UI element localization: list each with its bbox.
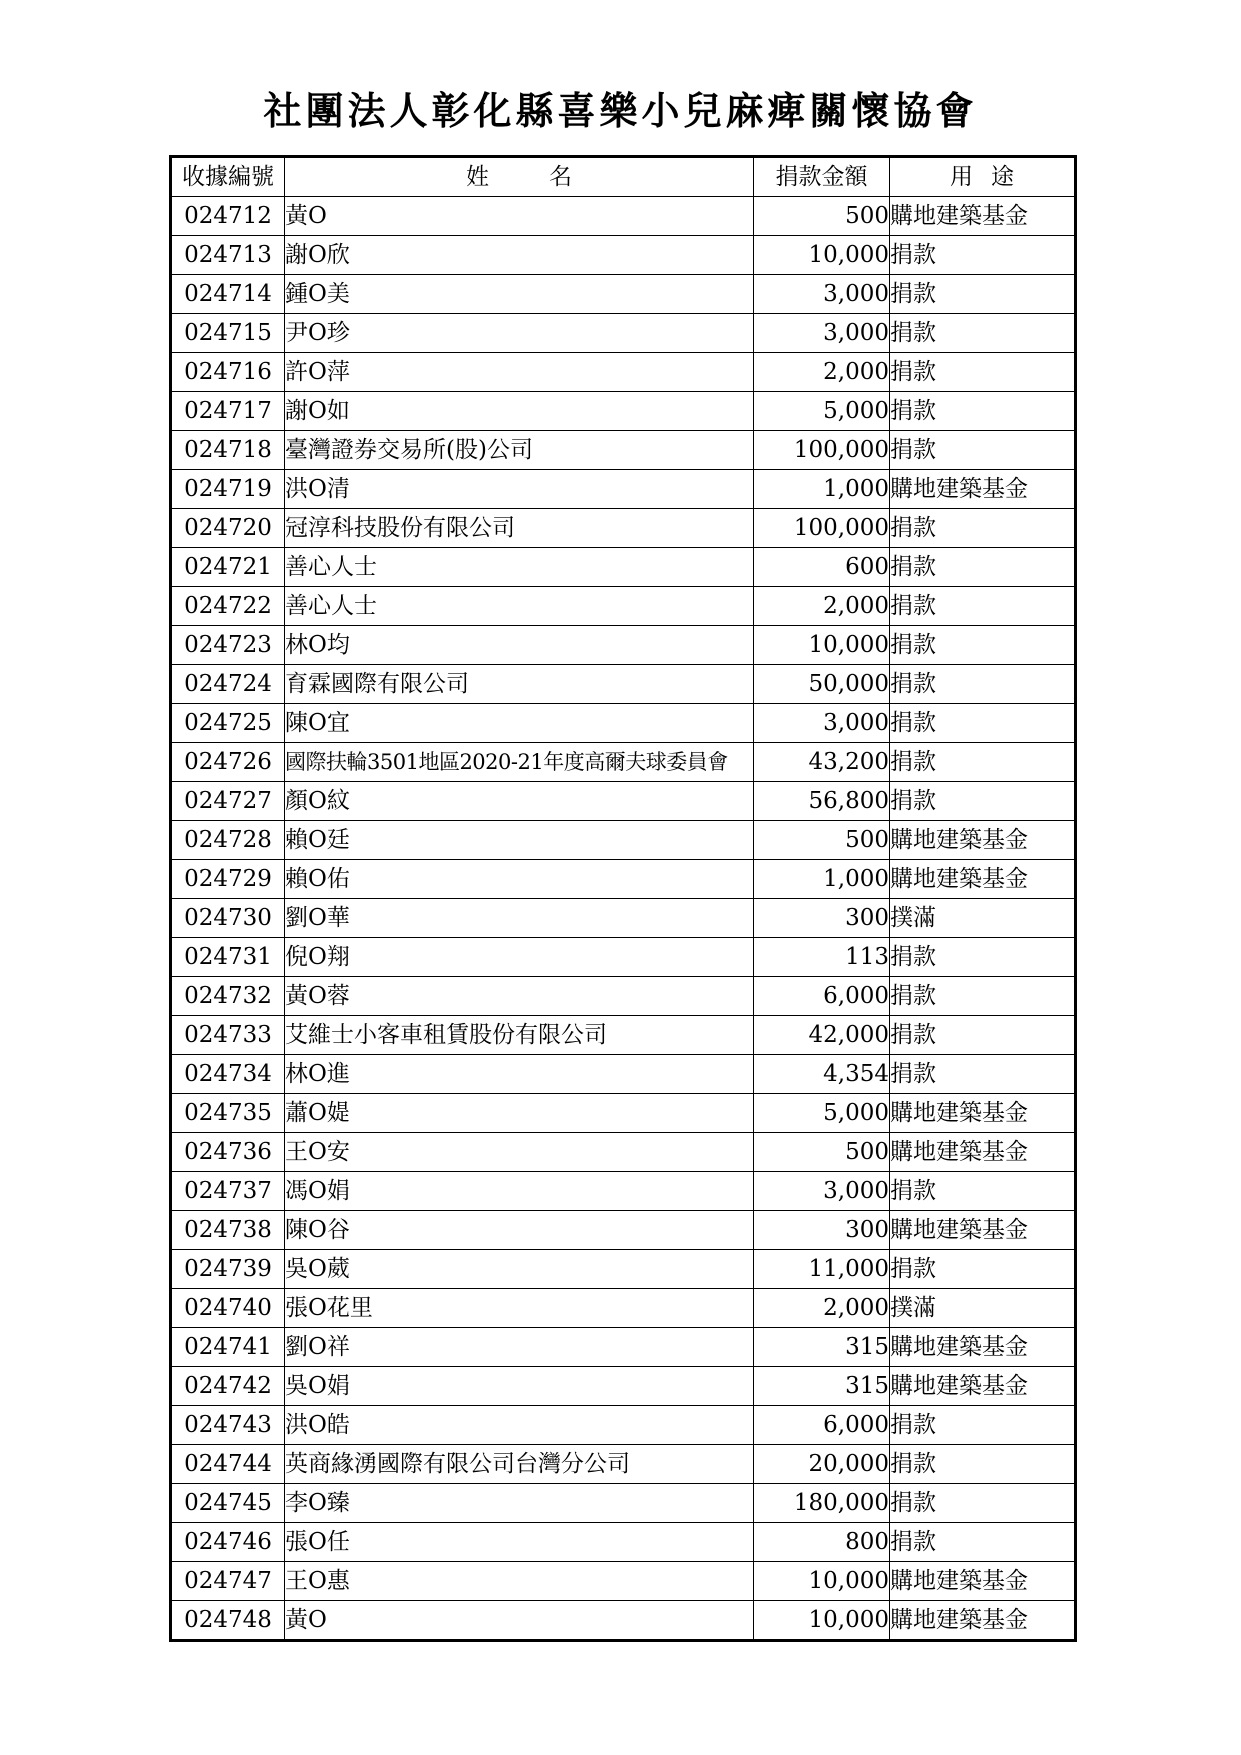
table-row (171, 1406, 1076, 1445)
donor-name-cell: 洪O皓 (285, 1406, 754, 1445)
donor-name-cell: 蕭O媞 (285, 1094, 754, 1133)
table-row (171, 1562, 1076, 1601)
table-row (171, 1328, 1076, 1367)
purpose-cell: 捐款 (890, 1406, 1076, 1445)
receipt-no-cell: 024715 (171, 314, 285, 353)
header-row (171, 157, 1076, 197)
table-row (171, 1133, 1076, 1172)
amount-cell: 43,200 (754, 743, 890, 782)
purpose-cell: 購地建築基金 (890, 860, 1076, 899)
table-row (171, 1289, 1076, 1328)
donor-name-cell: 善心人士 (285, 548, 754, 587)
receipt-no-cell: 024720 (171, 509, 285, 548)
table-row (171, 548, 1076, 587)
amount-cell: 1,000 (754, 860, 890, 899)
donor-name-cell: 鍾O美 (285, 275, 754, 314)
amount-cell: 50,000 (754, 665, 890, 704)
purpose-cell: 購地建築基金 (890, 821, 1076, 860)
amount-cell: 315 (754, 1328, 890, 1367)
receipt-no-cell: 024724 (171, 665, 285, 704)
donor-name-cell: 黃O (285, 197, 754, 236)
purpose-cell: 撲滿 (890, 1289, 1076, 1328)
table-row (171, 665, 1076, 704)
purpose-cell: 購地建築基金 (890, 1562, 1076, 1601)
receipt-no-cell: 024718 (171, 431, 285, 470)
table-row (171, 1016, 1076, 1055)
table-row (171, 1484, 1076, 1523)
donor-name-cell: 倪O翔 (285, 938, 754, 977)
donor-name-cell: 善心人士 (285, 587, 754, 626)
donor-name-cell: 林O進 (285, 1055, 754, 1094)
purpose-cell: 捐款 (890, 626, 1076, 665)
table-row (171, 860, 1076, 899)
receipt-no-cell: 024717 (171, 392, 285, 431)
table-row (171, 704, 1076, 743)
donor-name-cell: 張O花里 (285, 1289, 754, 1328)
amount-cell: 3,000 (754, 1172, 890, 1211)
purpose-cell: 捐款 (890, 236, 1076, 275)
table-row (171, 431, 1076, 470)
table-row (171, 1367, 1076, 1406)
amount-cell: 10,000 (754, 236, 890, 275)
receipt-no-cell: 024723 (171, 626, 285, 665)
table-row (171, 353, 1076, 392)
purpose-cell: 撲滿 (890, 899, 1076, 938)
purpose-cell: 捐款 (890, 275, 1076, 314)
donor-name-cell: 賴O廷 (285, 821, 754, 860)
receipt-no-cell: 024726 (171, 743, 285, 782)
table-header (171, 157, 1076, 197)
purpose-cell: 捐款 (890, 782, 1076, 821)
receipt-no-cell: 024732 (171, 977, 285, 1016)
receipt-no-cell: 024714 (171, 275, 285, 314)
donor-name-cell: 育霖國際有限公司 (285, 665, 754, 704)
table-row (171, 1055, 1076, 1094)
purpose-cell: 捐款 (890, 665, 1076, 704)
table-row (171, 782, 1076, 821)
amount-cell: 5,000 (754, 1094, 890, 1133)
table-row (171, 1445, 1076, 1484)
amount-cell: 500 (754, 1133, 890, 1172)
amount-cell: 3,000 (754, 704, 890, 743)
purpose-cell: 捐款 (890, 353, 1076, 392)
table-row (171, 1601, 1076, 1641)
purpose-cell: 捐款 (890, 1055, 1076, 1094)
amount-cell: 11,000 (754, 1250, 890, 1289)
table-row (171, 1523, 1076, 1562)
purpose-cell: 購地建築基金 (890, 1133, 1076, 1172)
receipt-no-cell: 024731 (171, 938, 285, 977)
donor-name-cell: 王O惠 (285, 1562, 754, 1601)
header-name: 姓名 (285, 157, 754, 197)
amount-cell: 100,000 (754, 509, 890, 548)
receipt-no-cell: 024738 (171, 1211, 285, 1250)
donor-name-cell: 張O任 (285, 1523, 754, 1562)
receipt-no-cell: 024743 (171, 1406, 285, 1445)
donor-name-cell: 黃O蓉 (285, 977, 754, 1016)
table-row (171, 1250, 1076, 1289)
donor-name-cell: 吳O娟 (285, 1367, 754, 1406)
receipt-no-cell: 024742 (171, 1367, 285, 1406)
amount-cell: 10,000 (754, 626, 890, 665)
table-row (171, 509, 1076, 548)
table-row (171, 938, 1076, 977)
receipt-no-cell: 024722 (171, 587, 285, 626)
donor-name-cell: 李O臻 (285, 1484, 754, 1523)
donor-name-cell: 艾維士小客車租賃股份有限公司 (285, 1016, 754, 1055)
header-amount: 捐款金額 (754, 157, 890, 197)
amount-cell: 500 (754, 821, 890, 860)
receipt-no-cell: 024736 (171, 1133, 285, 1172)
receipt-no-cell: 024741 (171, 1328, 285, 1367)
amount-cell: 315 (754, 1367, 890, 1406)
purpose-cell: 捐款 (890, 1172, 1076, 1211)
table-row (171, 899, 1076, 938)
amount-cell: 600 (754, 548, 890, 587)
table-row (171, 1211, 1076, 1250)
purpose-cell: 捐款 (890, 1523, 1076, 1562)
table-row (171, 275, 1076, 314)
donor-name-cell: 臺灣證券交易所(股)公司 (285, 431, 754, 470)
purpose-cell: 捐款 (890, 587, 1076, 626)
donor-name-cell: 謝O如 (285, 392, 754, 431)
receipt-no-cell: 024719 (171, 470, 285, 509)
table-row (171, 197, 1076, 236)
donor-name-cell: 賴O佑 (285, 860, 754, 899)
purpose-cell: 捐款 (890, 704, 1076, 743)
table-row (171, 626, 1076, 665)
amount-cell: 20,000 (754, 1445, 890, 1484)
donor-name-cell: 冠淳科技股份有限公司 (285, 509, 754, 548)
receipt-no-cell: 024730 (171, 899, 285, 938)
table-row (171, 392, 1076, 431)
amount-cell: 56,800 (754, 782, 890, 821)
donor-name-cell: 尹O珍 (285, 314, 754, 353)
amount-cell: 3,000 (754, 314, 890, 353)
amount-cell: 6,000 (754, 977, 890, 1016)
table-row (171, 470, 1076, 509)
table-row (171, 1094, 1076, 1133)
donor-name-cell: 陳O谷 (285, 1211, 754, 1250)
purpose-cell: 捐款 (890, 314, 1076, 353)
header-receipt-no: 收據編號 (171, 157, 285, 197)
purpose-cell: 捐款 (890, 743, 1076, 782)
purpose-cell: 捐款 (890, 1484, 1076, 1523)
purpose-cell: 捐款 (890, 938, 1076, 977)
purpose-cell: 購地建築基金 (890, 1094, 1076, 1133)
donor-name-cell: 吳O葳 (285, 1250, 754, 1289)
purpose-cell: 捐款 (890, 431, 1076, 470)
amount-cell: 10,000 (754, 1601, 890, 1641)
receipt-no-cell: 024728 (171, 821, 285, 860)
receipt-no-cell: 024721 (171, 548, 285, 587)
receipt-no-cell: 024729 (171, 860, 285, 899)
donation-table (169, 155, 1077, 1642)
amount-cell: 3,000 (754, 275, 890, 314)
donor-name-cell: 劉O祥 (285, 1328, 754, 1367)
receipt-no-cell: 024739 (171, 1250, 285, 1289)
amount-cell: 4,354 (754, 1055, 890, 1094)
receipt-no-cell: 024733 (171, 1016, 285, 1055)
receipt-no-cell: 024744 (171, 1445, 285, 1484)
purpose-cell: 購地建築基金 (890, 197, 1076, 236)
receipt-no-cell: 024747 (171, 1562, 285, 1601)
amount-cell: 2,000 (754, 1289, 890, 1328)
purpose-cell: 捐款 (890, 1016, 1076, 1055)
purpose-cell: 購地建築基金 (890, 470, 1076, 509)
donor-name-cell: 劉O華 (285, 899, 754, 938)
purpose-cell: 捐款 (890, 392, 1076, 431)
table-row (171, 821, 1076, 860)
receipt-no-cell: 024716 (171, 353, 285, 392)
donor-name-cell: 國際扶輪3501地區2020-21年度高爾夫球委員會 (285, 743, 754, 782)
amount-cell: 100,000 (754, 431, 890, 470)
receipt-no-cell: 024725 (171, 704, 285, 743)
table-row (171, 743, 1076, 782)
receipt-no-cell: 024745 (171, 1484, 285, 1523)
amount-cell: 300 (754, 1211, 890, 1250)
purpose-cell: 捐款 (890, 548, 1076, 587)
donor-name-cell: 王O安 (285, 1133, 754, 1172)
donor-name-cell: 馮O娟 (285, 1172, 754, 1211)
purpose-cell: 捐款 (890, 1445, 1076, 1484)
donor-name-cell: 顏O紋 (285, 782, 754, 821)
donor-name-cell: 洪O清 (285, 470, 754, 509)
amount-cell: 5,000 (754, 392, 890, 431)
amount-cell: 6,000 (754, 1406, 890, 1445)
receipt-no-cell: 024737 (171, 1172, 285, 1211)
donor-name-cell: 陳O宜 (285, 704, 754, 743)
receipt-no-cell: 024713 (171, 236, 285, 275)
purpose-cell: 購地建築基金 (890, 1328, 1076, 1367)
purpose-cell: 捐款 (890, 1250, 1076, 1289)
receipt-no-cell: 024712 (171, 197, 285, 236)
amount-cell: 2,000 (754, 587, 890, 626)
table-body (171, 197, 1076, 1641)
table-row (171, 314, 1076, 353)
receipt-no-cell: 024748 (171, 1601, 285, 1641)
amount-cell: 800 (754, 1523, 890, 1562)
table-row (171, 977, 1076, 1016)
donor-name-cell: 林O均 (285, 626, 754, 665)
table-row (171, 1172, 1076, 1211)
table-row (171, 236, 1076, 275)
receipt-no-cell: 024746 (171, 1523, 285, 1562)
receipt-no-cell: 024740 (171, 1289, 285, 1328)
purpose-cell: 購地建築基金 (890, 1211, 1076, 1250)
receipt-no-cell: 024727 (171, 782, 285, 821)
purpose-cell: 購地建築基金 (890, 1367, 1076, 1406)
receipt-no-cell: 024735 (171, 1094, 285, 1133)
amount-cell: 113 (754, 938, 890, 977)
amount-cell: 500 (754, 197, 890, 236)
amount-cell: 10,000 (754, 1562, 890, 1601)
donor-name-cell: 英商緣湧國際有限公司台灣分公司 (285, 1445, 754, 1484)
amount-cell: 2,000 (754, 353, 890, 392)
purpose-cell: 購地建築基金 (890, 1601, 1076, 1641)
amount-cell: 300 (754, 899, 890, 938)
donor-name-cell: 黃O (285, 1601, 754, 1641)
donor-name-cell: 謝O欣 (285, 236, 754, 275)
purpose-cell: 捐款 (890, 509, 1076, 548)
amount-cell: 1,000 (754, 470, 890, 509)
page-title: 社團法人彰化縣喜樂小兒麻痺關懷協會 (263, 88, 978, 133)
donor-name-cell: 許O萍 (285, 353, 754, 392)
amount-cell: 42,000 (754, 1016, 890, 1055)
receipt-no-cell: 024734 (171, 1055, 285, 1094)
header-purpose: 用途 (890, 157, 1076, 197)
purpose-cell: 捐款 (890, 977, 1076, 1016)
table-row (171, 587, 1076, 626)
amount-cell: 180,000 (754, 1484, 890, 1523)
